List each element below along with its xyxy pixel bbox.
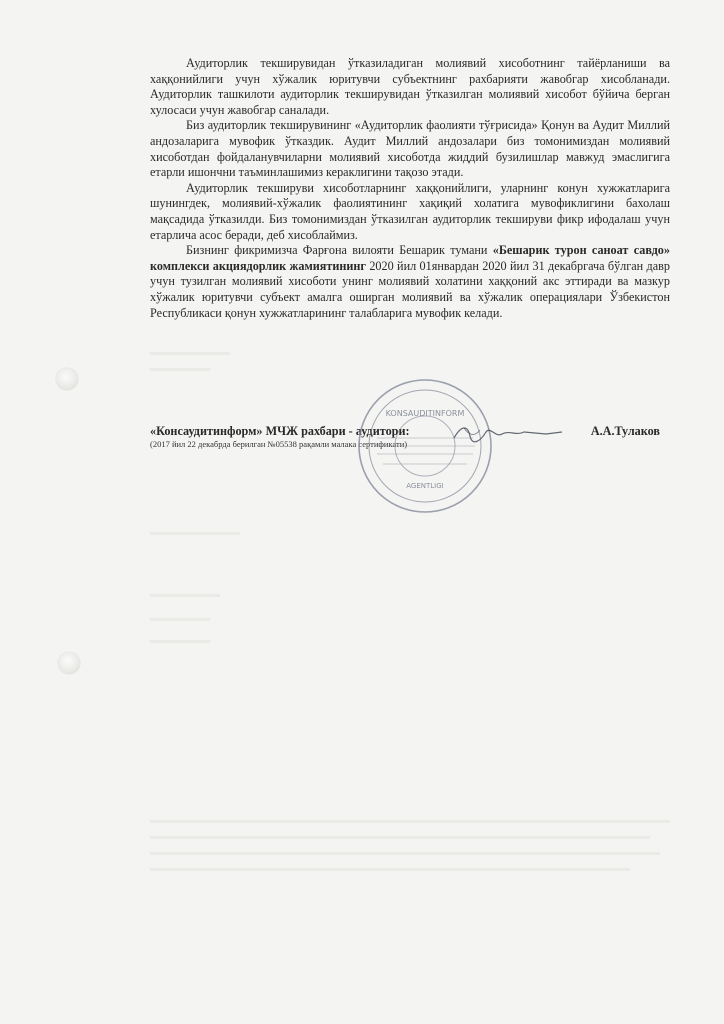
show-through-line: [150, 868, 630, 871]
conclusion-before: Бизнинг фикримизча Фарғона вилояти Бешарик тумани: [186, 243, 493, 258]
show-through-line: [150, 532, 240, 535]
paragraph-3: Аудиторлик текшируви хисоботларнинг хаққонийлиги, уларнинг конун хужжатларига шунингдек, молиявий-хўжалик фаолиятининг хақиқий холатига мувофиклигини бахолаш мақсадида ўтказилди. Биз томонимиздан ўтказилган аудиторлик текшируви фикр ифодалаш учун етарлича асос беради, деб хисоблаймиз.: [150, 180, 670, 242]
paragraph-2: Биз аудиторлик текширувининг «Аудиторлик фаолияти тўғрисида» Қонун ва Аудит Миллий андозаларига мувофик ўтказдик. Аудит Миллий андозалари биз томонимиздан молиявий хисоботдан фойдаланувчиларни молиявий хисоботда жиддий бузилишлар мавжуд эмаслигига етарли ишончни таъминлашимиз кераклигини тақозо этади.: [150, 118, 670, 180]
show-through-line: [150, 820, 670, 823]
auditor-name: А.А.Тулаков: [590, 424, 660, 438]
company-stamp: [355, 376, 495, 516]
company-name: «Бешарик турон саноат савдо» комплекси акциядорлик жамиятининг: [150, 243, 670, 273]
show-through-line: [150, 640, 210, 643]
show-through-line: [150, 594, 220, 597]
show-through-line: [150, 352, 230, 355]
paragraph-1: Аудиторлик текширувидан ўтказиладиган молиявий хисоботнинг тайёрланиши ва хаққонийлиги учун хўжалик юритувчи субъектнинг рахбарияти жавобгар хисобланади. Аудиторлик ташкилоти аудиторлик текширувидан ўтказилган молиявий хисобот бўйича берган хулосаси учун жавобгар саналади.: [150, 56, 670, 117]
conclusion-after: 2020 йил 01январдан 2020 йил 31 декабргача бўлган давр учун тузилган молиявий хисоботи унинг молиявий холатини хаққоний акс эттиради ва мазкур хўжалик юритувчи субъект амалга оширган молиявий ва хўжалик операциялари Ўзбекистон Республикаси қонун хужжатларининг талабларига мувофик келади.: [150, 258, 670, 320]
conclusion-paragraph: [150, 243, 670, 321]
show-through-line: [150, 618, 210, 621]
handwritten-signature: [450, 420, 570, 446]
show-through-line: [150, 852, 660, 855]
punch-hole-top: [56, 368, 78, 390]
certificate-note: (2017 йил 22 декабрда берилган №05538 рақамли малака сертификати): [150, 439, 408, 449]
stamp-bottom-text: AGENTLIGI: [406, 482, 444, 490]
auditor-role: «Консаудитинформ» МЧЖ рахбари - аудитори:: [150, 424, 410, 438]
stamp-center-text: KONSAUDITINFORM: [385, 409, 465, 418]
punch-hole-bottom: [58, 652, 80, 674]
show-through-line: [150, 368, 210, 371]
show-through-line: [150, 836, 650, 839]
report-body: [150, 56, 670, 321]
